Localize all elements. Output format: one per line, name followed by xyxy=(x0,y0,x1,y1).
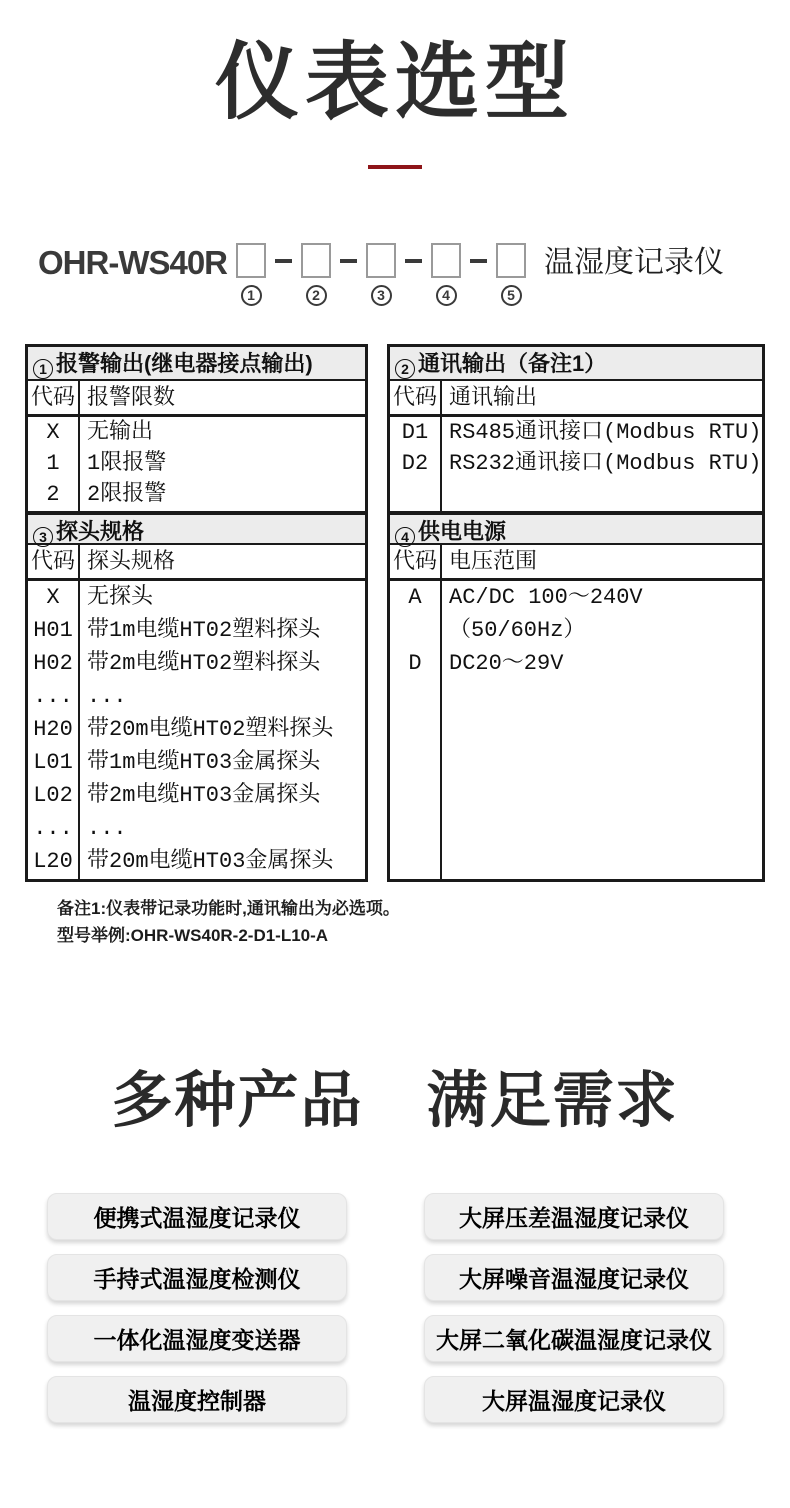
code-cell: H01 xyxy=(33,617,73,643)
model-slot-3 xyxy=(366,243,396,306)
section-alarm-output xyxy=(28,347,365,511)
value-cell: 无探头 xyxy=(87,584,154,610)
alarm-subheader xyxy=(28,381,365,417)
selection-table xyxy=(25,344,790,882)
model-code-diagram xyxy=(38,243,790,306)
power-body xyxy=(390,581,762,879)
product-spec-page xyxy=(0,34,790,1508)
model-slot-4 xyxy=(431,243,461,306)
note-line-1: 备注1:仪表带记录功能时,通讯输出为必选项。 xyxy=(57,898,400,918)
value-cell: 无输出 xyxy=(87,419,154,445)
alarm-values xyxy=(80,417,365,511)
col-header-value: 报警限数 xyxy=(87,385,176,411)
model-prefix: OHR-WS40R xyxy=(38,243,228,281)
power-values xyxy=(442,581,762,879)
model-slot-box xyxy=(366,243,396,278)
probe-subheader xyxy=(28,545,365,581)
dash-separator xyxy=(470,259,487,263)
value-cell: 带20m电缆HT03金属探头 xyxy=(87,848,334,874)
products-heading: 多种产品 满足需求 xyxy=(111,1065,679,1134)
value-cell: DC20～29V xyxy=(449,650,564,676)
code-cell: 2 xyxy=(46,481,60,507)
circled-number-icon: 2 xyxy=(395,359,415,379)
page-title: 仪表选型 xyxy=(214,35,575,129)
title-underline xyxy=(368,165,422,169)
product-button-bigscreen-recorder[interactable]: 大屏温湿度记录仪 xyxy=(424,1376,724,1423)
model-slot-2 xyxy=(301,243,331,306)
model-slot-box xyxy=(301,243,331,278)
value-cell: （50/60Hz） xyxy=(449,617,586,643)
value-cell: ... xyxy=(87,683,127,709)
selection-table-right xyxy=(387,344,765,882)
section-comm-header xyxy=(390,347,762,381)
value-cell: 带2m电缆HT02塑料探头 xyxy=(87,650,321,676)
product-button-bigscreen-pressure-recorder[interactable]: 大屏压差温湿度记录仪 xyxy=(424,1193,724,1240)
code-cell: D2 xyxy=(401,450,429,476)
section-power-supply xyxy=(390,511,762,879)
selection-table-left xyxy=(25,344,368,882)
probe-body xyxy=(28,581,365,879)
model-slot-box xyxy=(431,243,461,278)
section-power-title: 供电电源 xyxy=(418,518,507,544)
col-header-value: 电压范围 xyxy=(449,549,538,575)
section-probe-header xyxy=(28,511,365,545)
section-power-header xyxy=(390,511,762,545)
dash-separator xyxy=(275,259,292,263)
model-suffix: 温湿度记录仪 xyxy=(544,245,725,279)
circled-number-2: 2 xyxy=(306,285,327,306)
model-slot-1 xyxy=(236,243,266,306)
dash-separator xyxy=(340,259,357,263)
dash-separator xyxy=(405,259,422,263)
comm-values xyxy=(442,417,762,511)
section-alarm-title: 报警输出(继电器接点输出) xyxy=(56,350,313,376)
section-probe-spec xyxy=(28,511,365,879)
col-header-code: 代码 xyxy=(28,545,80,578)
value-cell: RS485通讯接口(Modbus RTU) xyxy=(449,419,762,445)
code-cell: H02 xyxy=(33,650,73,676)
code-cell: X xyxy=(46,584,60,610)
code-cell: D1 xyxy=(401,419,429,445)
circled-number-3: 3 xyxy=(371,285,392,306)
product-button-bigscreen-co2-recorder[interactable]: 大屏二氧化碳温湿度记录仪 xyxy=(424,1315,724,1362)
section-comm-output xyxy=(390,347,762,511)
value-cell: 2限报警 xyxy=(87,481,167,507)
power-codes xyxy=(390,581,442,879)
product-button-integrated-transmitter[interactable]: 一体化温湿度变送器 xyxy=(47,1315,347,1362)
note-line-2: 型号举例:OHR-WS40R-2-D1-L10-A xyxy=(57,926,329,946)
product-button-grid xyxy=(0,1193,790,1423)
circled-number-icon: 3 xyxy=(33,527,53,547)
circled-number-4: 4 xyxy=(436,285,457,306)
circled-number-1: 1 xyxy=(241,285,262,306)
product-button-handheld-detector[interactable]: 手持式温湿度检测仪 xyxy=(47,1254,347,1301)
code-cell: L02 xyxy=(33,782,73,808)
code-cell: H20 xyxy=(33,716,73,742)
col-header-code: 代码 xyxy=(390,545,442,578)
col-header-value: 探头规格 xyxy=(87,549,176,575)
code-cell: A xyxy=(408,584,422,610)
circled-number-5: 5 xyxy=(501,285,522,306)
alarm-codes xyxy=(28,417,80,511)
product-button-bigscreen-noise-recorder[interactable]: 大屏噪音温湿度记录仪 xyxy=(424,1254,724,1301)
code-cell: L01 xyxy=(33,749,73,775)
code-cell: ... xyxy=(33,683,73,709)
section-probe-title: 探头规格 xyxy=(56,518,145,544)
value-cell: 带1m电缆HT02塑料探头 xyxy=(87,617,321,643)
value-cell: RS232通讯接口(Modbus RTU) xyxy=(449,450,762,476)
value-cell: 带20m电缆HT02塑料探头 xyxy=(87,716,334,742)
comm-subheader xyxy=(390,381,762,417)
code-cell: D xyxy=(408,650,422,676)
product-button-portable-recorder[interactable]: 便携式温湿度记录仪 xyxy=(47,1193,347,1240)
probe-values xyxy=(80,581,365,879)
product-button-controller[interactable]: 温湿度控制器 xyxy=(47,1376,347,1423)
code-cell: ... xyxy=(33,815,73,841)
value-cell: AC/DC 100～240V xyxy=(449,584,643,610)
code-cell: L20 xyxy=(33,848,73,874)
circled-number-icon: 1 xyxy=(33,359,53,379)
comm-codes xyxy=(390,417,442,511)
model-slot-5 xyxy=(496,243,526,306)
model-slot-box xyxy=(496,243,526,278)
section-alarm-header xyxy=(28,347,365,381)
code-cell: 1 xyxy=(46,450,60,476)
value-cell: 带2m电缆HT03金属探头 xyxy=(87,782,321,808)
col-header-code: 代码 xyxy=(28,381,80,414)
col-header-code: 代码 xyxy=(390,381,442,414)
power-subheader xyxy=(390,545,762,581)
col-header-value: 通讯输出 xyxy=(449,385,538,411)
section-comm-title: 通讯输出（备注1） xyxy=(418,350,607,376)
comm-body xyxy=(390,417,762,511)
model-slot-box xyxy=(236,243,266,278)
code-cell: X xyxy=(46,419,60,445)
value-cell: 1限报警 xyxy=(87,450,167,476)
value-cell: 带1m电缆HT03金属探头 xyxy=(87,749,321,775)
value-cell: ... xyxy=(87,815,127,841)
alarm-body xyxy=(28,417,365,511)
notes-block xyxy=(57,895,790,950)
circled-number-icon: 4 xyxy=(395,527,415,547)
probe-codes xyxy=(28,581,80,879)
